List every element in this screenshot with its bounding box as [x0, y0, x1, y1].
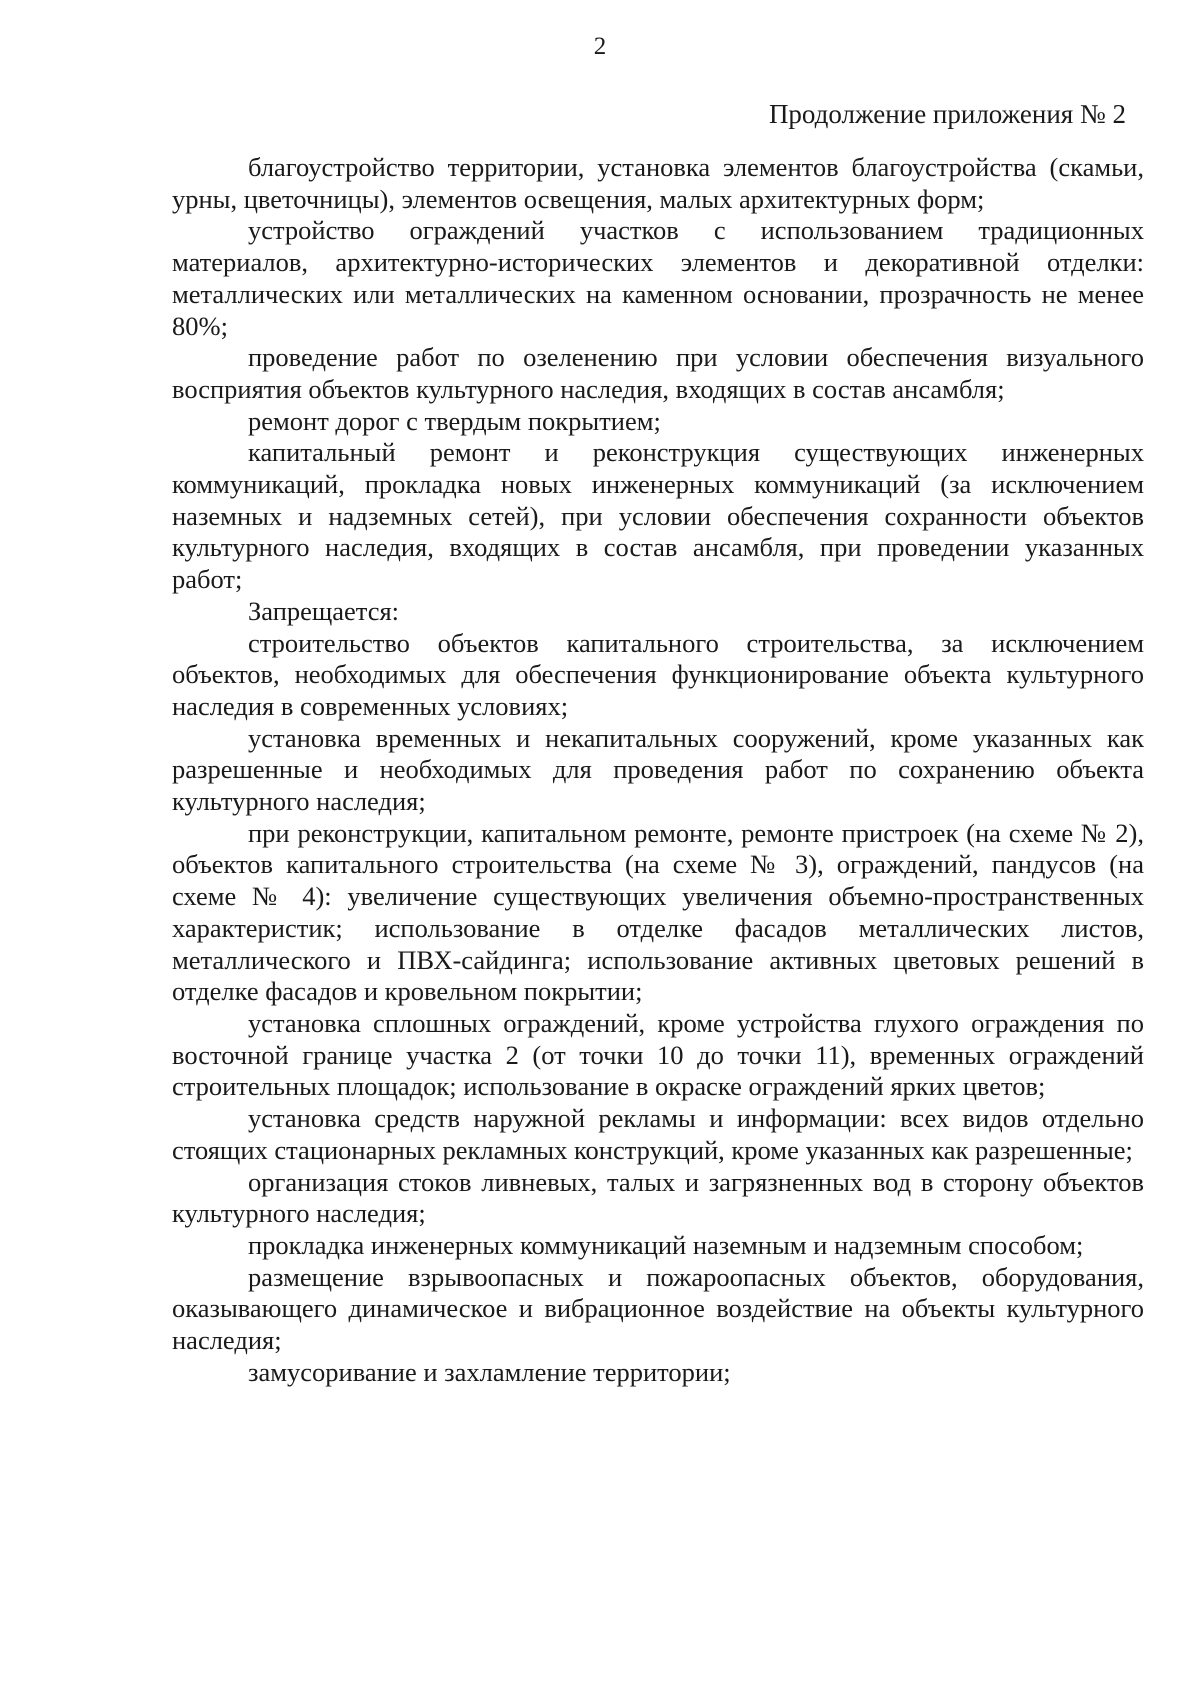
- paragraph-hazardous-objects: размещение взрывоопасных и пожароопасных объектов, оборудования, оказывающего динамическое и вибрационное воздействие на объекты культурного наследия;: [172, 1261, 1144, 1356]
- document-body: [172, 152, 1144, 1388]
- paragraph-drainage: организация стоков ливневых, талых и загрязненных вод в сторону объектов культурного наследия;: [172, 1166, 1144, 1229]
- paragraph-construction: строительство объектов капитального строительства, за исключением объектов, необходимых для обеспечения функционирование объекта культурного наследия в современных условиях;: [172, 627, 1144, 721]
- paragraph-fences: устройство ограждений участков с использованием традиционных материалов, архитектурно-исторических элементов и декоративной отделки: металлических или металлических на каменном основании, прозрачность не менее 80%;: [172, 215, 1144, 341]
- paragraph-landscaping: благоустройство территории, установка элементов благоустройства (скамьи, урны, цветочницы), элементов освещения, малых архитектурных форм;: [172, 152, 1144, 214]
- paragraph-greening: проведение работ по озеленению при условии обеспечения визуального восприятия объектов культурного наследия, входящих в состав ансамбля;: [172, 342, 1144, 404]
- appendix-label: Продолжение приложения № 2: [768, 99, 1126, 129]
- paragraph-overground-utilities: прокладка инженерных коммуникаций наземным и надземным способом;: [248, 1229, 1084, 1260]
- paragraph-littering: замусоривание и захламление территории;: [248, 1356, 731, 1387]
- paragraph-utilities: капитальный ремонт и реконструкция существующих инженерных коммуникаций, прокладка новых инженерных коммуникаций (за исключением наземных и надземных сетей), при условии обеспечения сохранности объектов культурного наследия, входящих в состав ансамбля, при проведении указанных работ;: [172, 437, 1144, 595]
- paragraph-reconstruction: при реконструкции, капитальном ремонте, ремонте пристроек (на схеме № 2), объектов капитального строительства (на схеме № 3), ограждений, пандусов (на схеме № 4): увеличение существующих увеличения объемно-пространственных характеристик; использование в отделке фасадов металлических листов, металлического и ПВХ-сайдинга; использование активных цветовых решений в отделке фасадов и кровельном покрытии;: [172, 817, 1144, 1007]
- page-number: 2: [593, 33, 607, 60]
- paragraph-road-repair: ремонт дорог с твердым покрытием;: [248, 405, 661, 436]
- paragraph-temporary-structures: установка временных и некапитальных сооружений, кроме указанных как разрешенные и необходимых для проведения работ по сохранению объекта культурного наследия;: [172, 722, 1144, 817]
- paragraph-prohibited-heading: Запрещается:: [248, 595, 400, 626]
- paragraph-solid-fences: установка сплошных ограждений, кроме устройства глухого ограждения по восточной границе участка 2 (от точки 10 до точки 11), временных ограждений строительных площадок; использование в окраске ограждений ярких цветов;: [172, 1007, 1144, 1102]
- paragraph-advertising: установка средств наружной рекламы и информации: всех видов отдельно стоящих стационарных рекламных конструкций, кроме указанных как разрешенные;: [172, 1103, 1144, 1165]
